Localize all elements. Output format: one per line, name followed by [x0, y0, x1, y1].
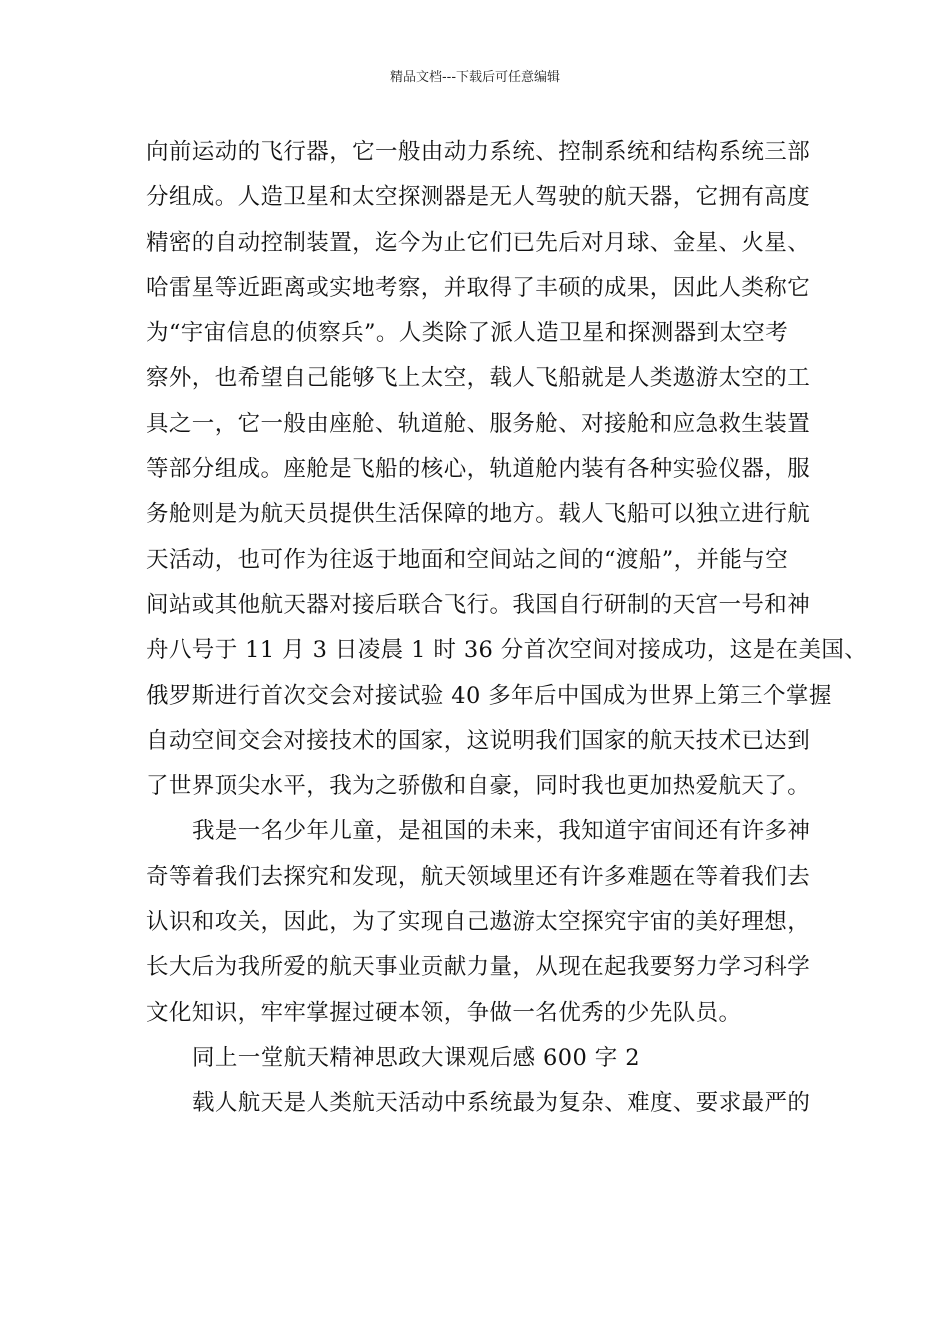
- page-header: 精品文档---下载后可任意编辑: [389, 70, 561, 85]
- text-line: 分组成。人造卫星和太空探测器是无人驾驶的航天器，它拥有高度: [146, 184, 811, 211]
- text-line: 了世界顶尖水平，我为之骄傲和自豪，同时我也更加热爱航天了。: [146, 773, 811, 800]
- text-line: 察外，也希望自己能够飞上太空，载人飞船就是人类遨游太空的工: [146, 365, 811, 392]
- paragraph-start-line: 我是一名少年儿童，是祖国的未来，我知道宇宙间还有许多神: [192, 818, 811, 845]
- text-line: 文化知识，牢牢掌握过硬本领，争做一名优秀的少先队员。: [146, 999, 742, 1026]
- text-line: 具之一，它一般由座舱、轨道舱、服务舱、对接舱和应急救生装置: [146, 410, 811, 437]
- text-line: 长大后为我所爱的航天事业贡献力量，从现在起我要努力学习科学: [146, 954, 811, 981]
- body-text: [146, 130, 868, 1127]
- text-line: 俄罗斯进行首次交会对接试验 40 多年后中国成为世界上第三个掌握: [146, 682, 832, 709]
- text-line: 精密的自动控制装置，迄今为止它们已先后对月球、金星、火星、: [146, 229, 811, 256]
- section-heading: 同上一堂航天精神思政大课观后感 600 字 2: [192, 1044, 640, 1071]
- text-line: 哈雷星等近距离或实地考察，并取得了丰硕的成果，因此人类称它: [146, 274, 811, 301]
- text-line: 向前运动的飞行器，它一般由动力系统、控制系统和结构系统三部: [146, 139, 811, 165]
- text-line: 自动空间交会对接技术的国家，这说明我们国家的航天技术已达到: [146, 727, 811, 754]
- text-line: 天活动，也可作为往返于地面和空间站之间的“渡船”，并能与空: [146, 546, 789, 573]
- text-line: 等部分组成。座舱是飞船的核心，轨道舱内装有各种实验仪器，服: [146, 456, 811, 483]
- paragraph-start-line: 载人航天是人类航天活动中系统最为复杂、难度、要求最严的: [192, 1090, 811, 1117]
- text-line: 务舱则是为航天员提供生活保障的地方。载人飞船可以独立进行航: [146, 501, 811, 528]
- text-line: 认识和攻关，因此，为了实现自己遨游太空探究宇宙的美好理想，: [146, 909, 811, 936]
- text-line: 奇等着我们去探究和发现，航天领域里还有许多难题在等着我们去: [146, 863, 811, 890]
- text-line: 间站或其他航天器对接后联合飞行。我国自行研制的天宫一号和神: [146, 591, 811, 618]
- text-line: 为“宇宙信息的侦察兵”。人类除了派人造卫星和探测器到太空考: [146, 320, 789, 347]
- text-line: 舟八号于 11 月 3 日凌晨 1 时 36 分首次空间对接成功，这是在美国、: [146, 637, 868, 664]
